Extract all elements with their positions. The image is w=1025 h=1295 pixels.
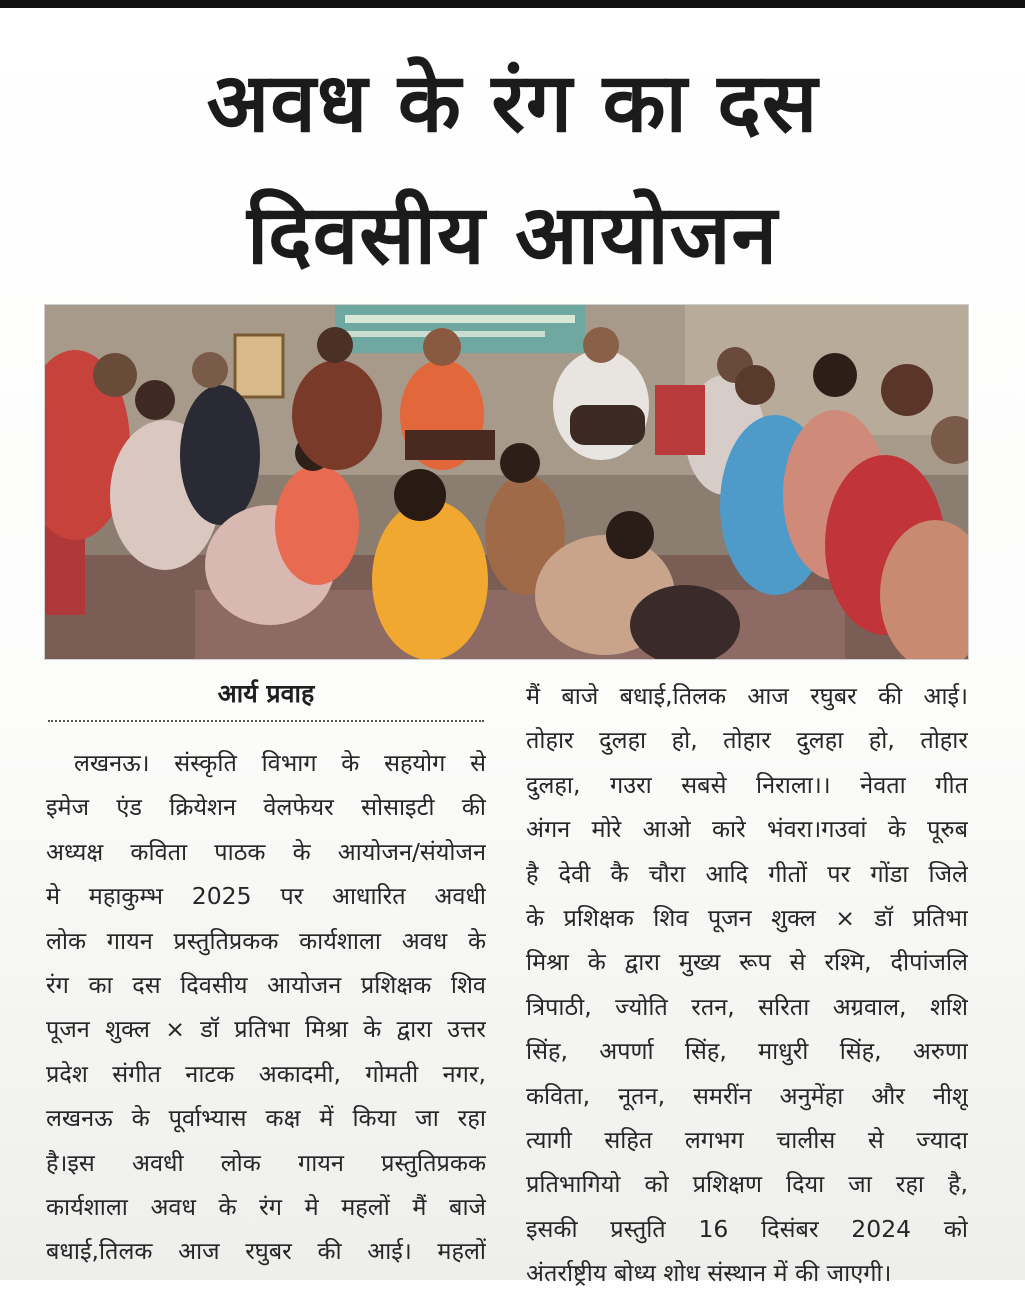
- text-line: मे महाकुम्भ 2025 पर आधारित अवधी: [46, 882, 486, 911]
- newspaper-clipping: [0, 8, 1025, 1288]
- byline: आर्य प्रवाह: [217, 679, 315, 708]
- top-border: [0, 0, 1025, 8]
- article-photo: [44, 304, 969, 660]
- text-line: बधाई,तिलक आज रघुबर की आई। महलों: [46, 1237, 486, 1266]
- article-column-left: [46, 741, 486, 1274]
- text-line: कार्यशाला अवध के रंग मे महलों मैं बाजे: [46, 1192, 486, 1221]
- text-line: प्रदेश संगीत नाटक अकादमी, गोमती नगर,: [46, 1059, 486, 1088]
- text-line: अंगन मोरे आओ कारे भंवरा।गउवां के पूरुब: [526, 815, 968, 844]
- headline-line-2: दिवसीय आयोजन: [246, 188, 779, 283]
- text-line: इसकी प्रस्तुति 16 दिसंबर 2024 को: [526, 1214, 968, 1243]
- text-line: के प्रशिक्षक शिव पूजन शुक्ल × डॉ प्रतिभा: [526, 903, 968, 932]
- headline-line-1: अवध के रंग का दस: [206, 56, 819, 151]
- text-line: रंग का दस दिवसीय आयोजन प्रशिक्षक शिव: [46, 970, 486, 999]
- text-line: है देवी कै चौरा आदि गीतों पर गोंडा जिले: [526, 859, 968, 888]
- text-line: तोहार दुलहा हो, तोहार दुलहा हो, तोहार: [526, 726, 968, 755]
- text-line: लखनऊ। संस्कृति विभाग के सहयोग से: [74, 749, 486, 777]
- text-line: कविता, नूतन, समरींन अनुमेंहा और नीशू: [526, 1081, 968, 1110]
- text-line: सिंह, अपर्णा सिंह, माधुरी सिंह, अरुणा: [526, 1037, 968, 1066]
- text-line: प्रतिभागियो को प्रशिक्षण दिया जा रहा है,: [526, 1170, 968, 1199]
- text-line: पूजन शुक्ल × डॉ प्रतिभा मिश्रा के द्वारा उत्तर: [46, 1015, 486, 1044]
- text-line: त्यागी सहित लगभग चालीस से ज्यादा: [526, 1125, 968, 1154]
- text-line: दुलहा, गउरा सबसे निराला।। नेवता गीत: [526, 770, 968, 799]
- text-line: इमेज एंड क्रियेशन वेलफेयर सोसाइटी की: [46, 793, 486, 822]
- text-line: अध्यक्ष कविता पाठक के आयोजन/संयोजन: [46, 837, 486, 866]
- text-line: अंतर्राष्ट्रीय बोध्य शोध संस्थान में की जाएगी।: [526, 1259, 892, 1288]
- article-column-right: [526, 674, 968, 1295]
- text-line: मैं बाजे बधाई,तिलक आज रघुबर की आई।: [526, 682, 968, 710]
- text-line: लोक गायन प्रस्तुतिप्रकक कार्यशाला अवध के: [46, 926, 486, 955]
- text-line: लखनऊ के पूर्वाभ्यास कक्ष में किया जा रहा: [46, 1104, 486, 1133]
- text-line: है।इस अवधी लोक गायन प्रस्तुतिप्रकक: [46, 1148, 486, 1177]
- text-line: मिश्रा के द्वारा मुख्य रूप से रश्मि, दीपांजलि: [526, 948, 968, 977]
- dotted-divider: [48, 720, 484, 722]
- text-line: त्रिपाठी, ज्योति रतन, सरिता अग्रवाल, शशि: [526, 992, 968, 1021]
